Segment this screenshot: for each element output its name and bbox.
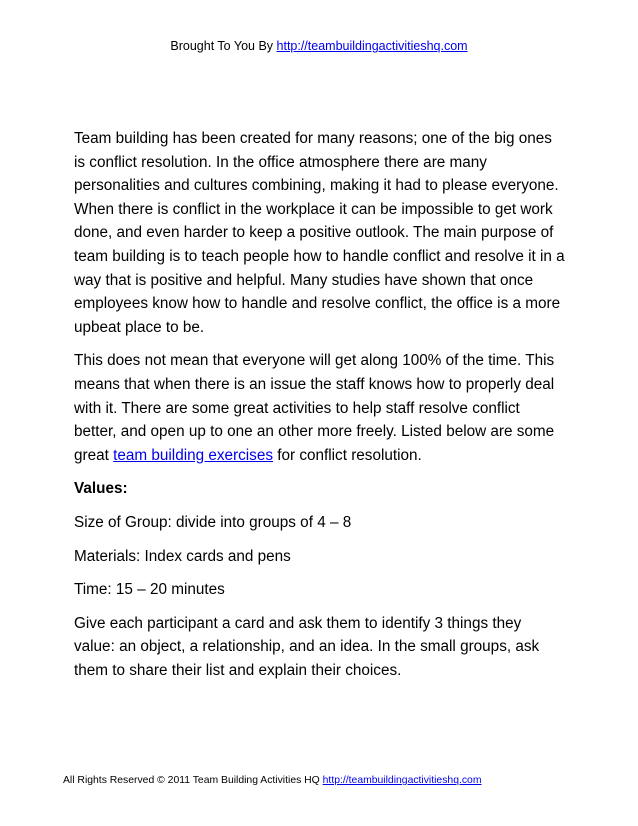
page-footer [63, 774, 603, 788]
header-text: Brought To You By [170, 39, 277, 53]
document-body [74, 127, 566, 692]
second-paragraph [74, 349, 566, 467]
footer-link[interactable]: http://teambuildingactivitieshq.com [322, 775, 482, 786]
instructions-paragraph: Give each participant a card and ask them to identify 3 things they value: an object, a relationship, and an idea. In the small groups, ask them to share their list and explain their choices. [74, 614, 540, 679]
group-size-line: Size of Group: divide into groups of 4 – 8 [74, 513, 352, 531]
intro-paragraph: Team building has been created for many reasons; one of the big ones is conflict resolution. In the office atmosphere there are many personalities and cultures combining, making it had to please everyone. When there is conflict in the workplace it can be impossible to get work done, and even harder to keep a positive outlook. The main purpose of team building is to teach people how to handle conflict and resolve it in a way that is positive and helpful. Many studies have shown that once employees know how to handle and resolve conflict, the office is a more upbeat place to be. [74, 130, 565, 336]
time-line: Time: 15 – 20 minutes [74, 581, 225, 599]
page-header [0, 38, 638, 54]
second-paragraph-end: for conflict resolution. [272, 446, 422, 464]
header-link[interactable]: http://teambuildingactivitieshq.com [276, 39, 468, 53]
second-paragraph-text: This does not mean that everyone will get along 100% of the time. This means that when there is an issue the staff knows how to properly deal with it. There are some great activities to help staff resolve conflict better, and open up to one an other more freely. Listed below are some great [74, 352, 555, 464]
footer-text: All Rights Reserved © 2011 Team Building Activities HQ [63, 775, 323, 786]
section-heading: Values: [74, 480, 128, 498]
materials-line: Materials: Index cards and pens [74, 547, 291, 565]
team-building-exercises-link[interactable]: team building exercises [113, 446, 273, 464]
